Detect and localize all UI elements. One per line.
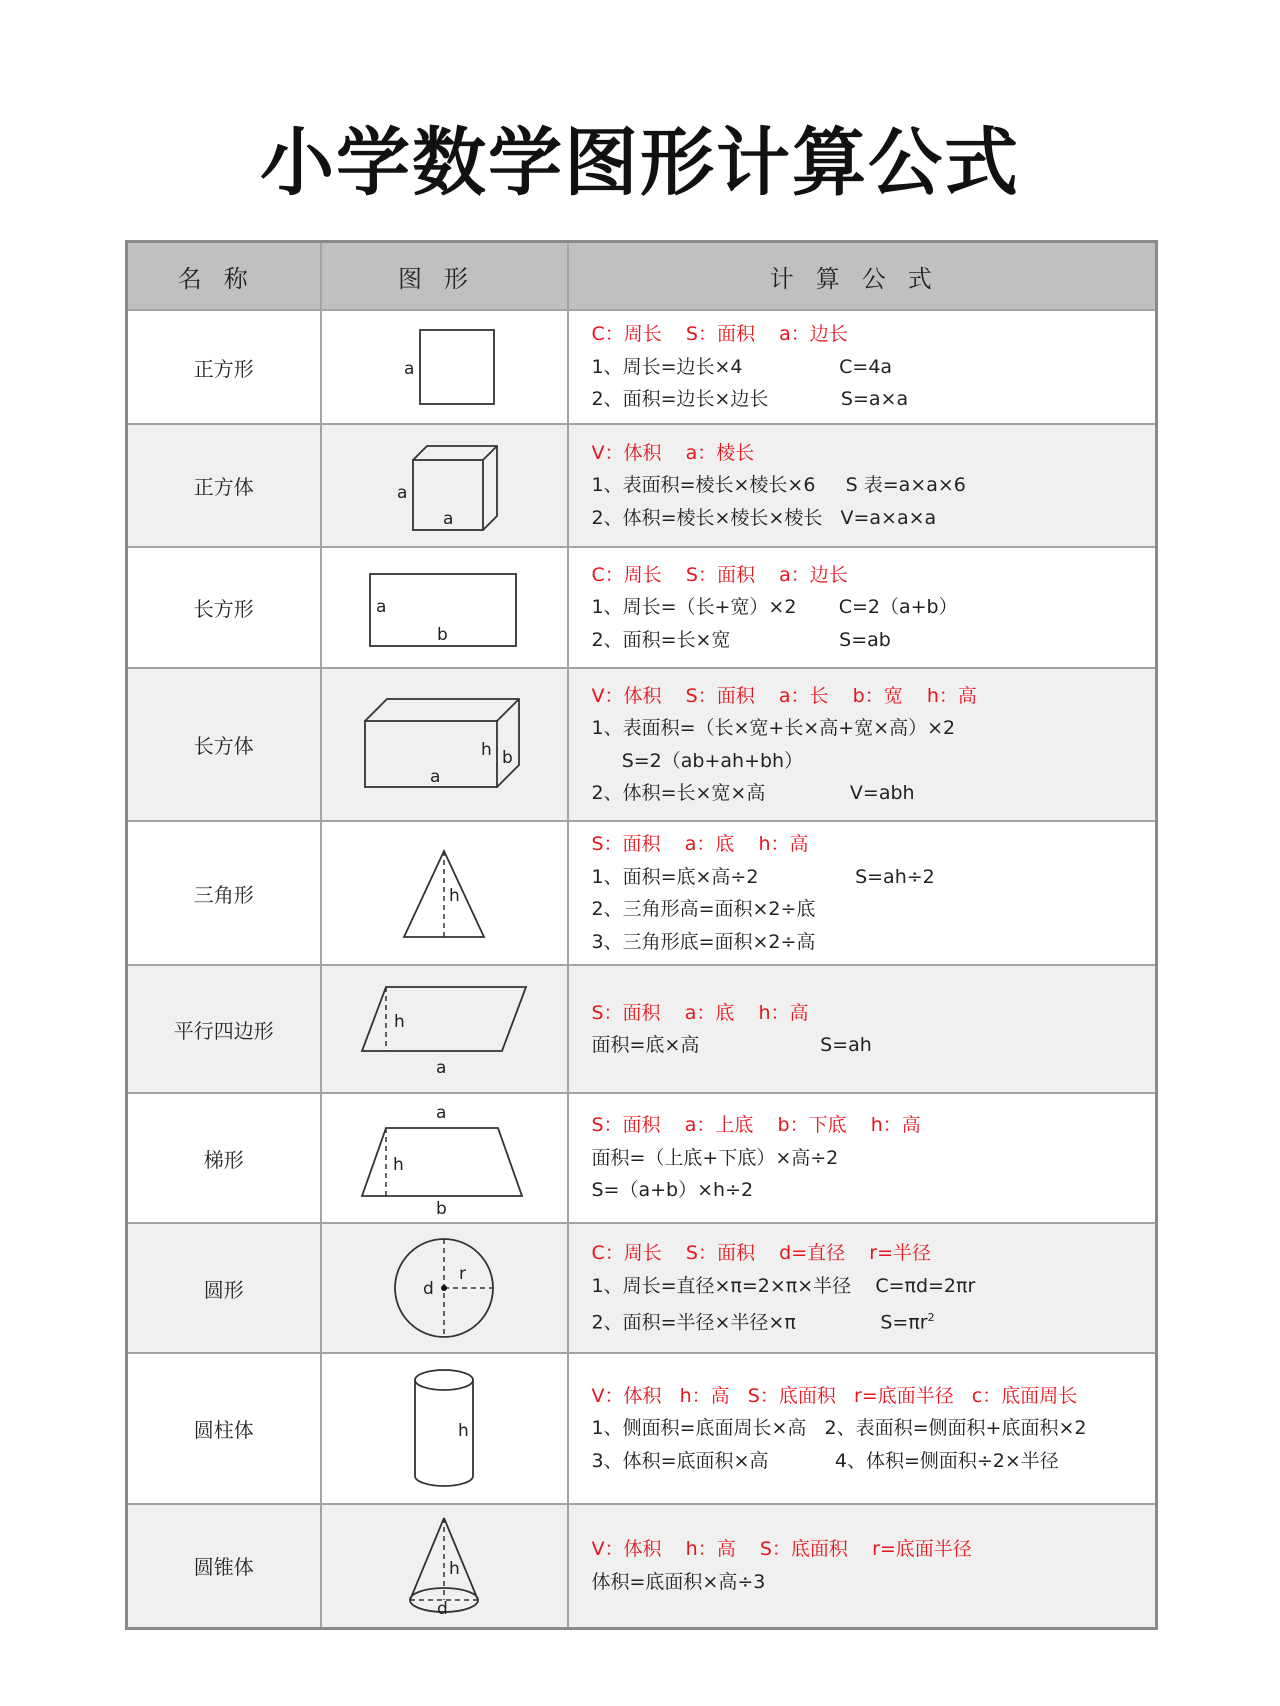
svg-text:a: a bbox=[404, 359, 415, 379]
cylinder-icon bbox=[404, 1366, 484, 1492]
formula-cell bbox=[568, 1093, 1157, 1223]
table-row bbox=[127, 821, 1157, 965]
shape-figure bbox=[321, 424, 568, 547]
shape-name: 平行四边形 bbox=[127, 965, 321, 1093]
header-figure: 图形 bbox=[321, 242, 568, 311]
formula-cell bbox=[568, 424, 1157, 547]
table-row bbox=[127, 547, 1157, 668]
formula-line bbox=[592, 1302, 1156, 1339]
table-row bbox=[127, 965, 1157, 1093]
legend-line: C：周长 S：面积 d=直径 r=半径 bbox=[591, 1242, 932, 1265]
shape-name: 梯形 bbox=[127, 1093, 321, 1223]
shape-figure bbox=[321, 1093, 568, 1223]
svg-text:h: h bbox=[394, 1012, 405, 1032]
formula-cell bbox=[568, 1223, 1157, 1353]
shape-figure bbox=[321, 821, 568, 965]
formula-line: 3、三角形底=面积×2÷高 bbox=[591, 930, 816, 953]
svg-text:h: h bbox=[449, 1558, 460, 1579]
table-row bbox=[127, 424, 1157, 547]
rectangle-icon bbox=[364, 568, 524, 648]
formula-cell bbox=[568, 821, 1157, 965]
superscript: 2 bbox=[927, 1311, 935, 1325]
svg-text:a: a bbox=[443, 508, 454, 529]
table-row bbox=[127, 1093, 1157, 1223]
parallelogram-icon bbox=[356, 981, 532, 1077]
svg-text:d: d bbox=[423, 1279, 434, 1299]
shape-figure bbox=[321, 1223, 568, 1353]
svg-text:a: a bbox=[397, 482, 408, 503]
shape-name: 圆形 bbox=[127, 1223, 321, 1353]
formula-cell bbox=[568, 310, 1157, 424]
svg-text:b: b bbox=[436, 1199, 447, 1216]
svg-text:h: h bbox=[393, 1155, 404, 1175]
formula-line: 1、侧面积=底面周长×高 2、表面积=侧面积+底面积×2 bbox=[591, 1417, 1087, 1440]
svg-text:h: h bbox=[458, 1420, 469, 1441]
formula-cell bbox=[568, 965, 1157, 1093]
trapezoid-icon bbox=[356, 1100, 532, 1216]
formula-line: S=（a+b）×h÷2 bbox=[591, 1179, 754, 1202]
header-name: 名称 bbox=[127, 242, 321, 311]
page-title: 小学数学图形计算公式 bbox=[260, 120, 1020, 206]
formula-line: 1、表面积=棱长×棱长×6 S 表=a×a×6 bbox=[591, 474, 966, 497]
svg-text:d: d bbox=[437, 1598, 448, 1618]
formula-line: 1、周长=直径×π=2×π×半径 C=πd=2πr bbox=[591, 1274, 976, 1297]
legend-line: S：面积 a：底 h：高 bbox=[591, 1001, 809, 1024]
cube-icon bbox=[379, 438, 509, 534]
circle-icon bbox=[389, 1235, 499, 1341]
header-formula: 计算公式 bbox=[568, 242, 1157, 311]
formula-line: 面积=（上底+下底）×高÷2 bbox=[591, 1146, 839, 1169]
triangle-icon bbox=[394, 845, 494, 941]
formula-line: 2、面积=边长×边长 S=a×a bbox=[591, 388, 909, 411]
formula-cell bbox=[568, 547, 1157, 668]
cuboid-icon bbox=[359, 695, 529, 795]
formula-line: 2、三角形高=面积×2÷底 bbox=[591, 898, 816, 920]
shape-figure bbox=[321, 310, 568, 424]
formula-line: 面积=底×高 S=ah bbox=[591, 1034, 872, 1056]
legend-line: S：面积 a：底 h：高 bbox=[591, 833, 809, 855]
shape-figure bbox=[321, 1504, 568, 1628]
formula-cell bbox=[568, 1504, 1157, 1628]
shape-name: 圆锥体 bbox=[127, 1504, 321, 1628]
shape-name: 长方体 bbox=[127, 668, 321, 821]
formula-line: 2、面积=长×宽 S=ab bbox=[591, 628, 891, 651]
svg-text:a: a bbox=[430, 766, 441, 787]
legend-line: S：面积 a：上底 b：下底 h：高 bbox=[591, 1114, 921, 1137]
cone-icon bbox=[404, 1514, 484, 1618]
formula-line: S=2（ab+ah+bh） bbox=[591, 749, 804, 772]
svg-text:a: a bbox=[436, 1103, 447, 1123]
legend-line: V：体积 a：棱长 bbox=[591, 441, 755, 464]
formula-line: 1、周长=（长+宽）×2 C=2（a+b） bbox=[591, 596, 958, 619]
shape-name: 三角形 bbox=[127, 821, 321, 965]
shape-name: 正方形 bbox=[127, 310, 321, 424]
svg-text:a: a bbox=[436, 1058, 447, 1077]
formula-line: 2、体积=长×宽×高 V=abh bbox=[591, 782, 915, 804]
formula-line: 2、体积=棱长×棱长×棱长 V=a×a×a bbox=[591, 506, 937, 529]
shape-name: 长方形 bbox=[127, 547, 321, 668]
formula-line: 体积=底面积×高÷3 bbox=[591, 1570, 766, 1593]
formula-line: 1、周长=边长×4 C=4a bbox=[591, 355, 893, 378]
svg-text:h: h bbox=[481, 739, 492, 760]
shape-figure bbox=[321, 668, 568, 821]
legend-line: V：体积 h：高 S：底面积 r=底面半径 c：底面周长 bbox=[591, 1384, 1078, 1407]
table-row bbox=[127, 310, 1157, 424]
square-icon bbox=[384, 322, 504, 412]
svg-text:a: a bbox=[376, 596, 387, 617]
svg-text:b: b bbox=[502, 747, 513, 768]
shape-name: 正方体 bbox=[127, 424, 321, 547]
formula-cell bbox=[568, 668, 1157, 821]
formula-cell bbox=[568, 1353, 1157, 1504]
legend-line: V：体积 S：面积 a：长 b：宽 h：高 bbox=[591, 684, 977, 707]
svg-text:b: b bbox=[437, 624, 448, 645]
formula-line: 1、表面积=（长×宽+长×高+宽×高）×2 bbox=[591, 717, 956, 739]
shape-name: 圆柱体 bbox=[127, 1353, 321, 1504]
formula-line: 3、体积=底面积×高 4、体积=侧面积÷2×半径 bbox=[591, 1449, 1059, 1472]
legend-line: C：周长 S：面积 a：边长 bbox=[591, 323, 848, 346]
legend-line: C：周长 S：面积 a：边长 bbox=[591, 563, 848, 586]
formula-text: 2、面积=半径×半径×π S=πr bbox=[591, 1311, 928, 1334]
table-row bbox=[127, 668, 1157, 821]
table-row bbox=[127, 1504, 1157, 1628]
shape-figure bbox=[321, 1353, 568, 1504]
table-row bbox=[127, 1353, 1157, 1504]
formula-table bbox=[125, 240, 1158, 1630]
table-row bbox=[127, 1223, 1157, 1353]
svg-text:h: h bbox=[449, 886, 460, 906]
svg-text:r: r bbox=[459, 1264, 466, 1284]
legend-line: V：体积 h：高 S：底面积 r=底面半径 bbox=[591, 1538, 972, 1561]
formula-line: 1、面积=底×高÷2 S=ah÷2 bbox=[591, 865, 935, 888]
shape-figure bbox=[321, 965, 568, 1093]
shape-figure bbox=[321, 547, 568, 668]
table-header-row bbox=[127, 242, 1157, 311]
